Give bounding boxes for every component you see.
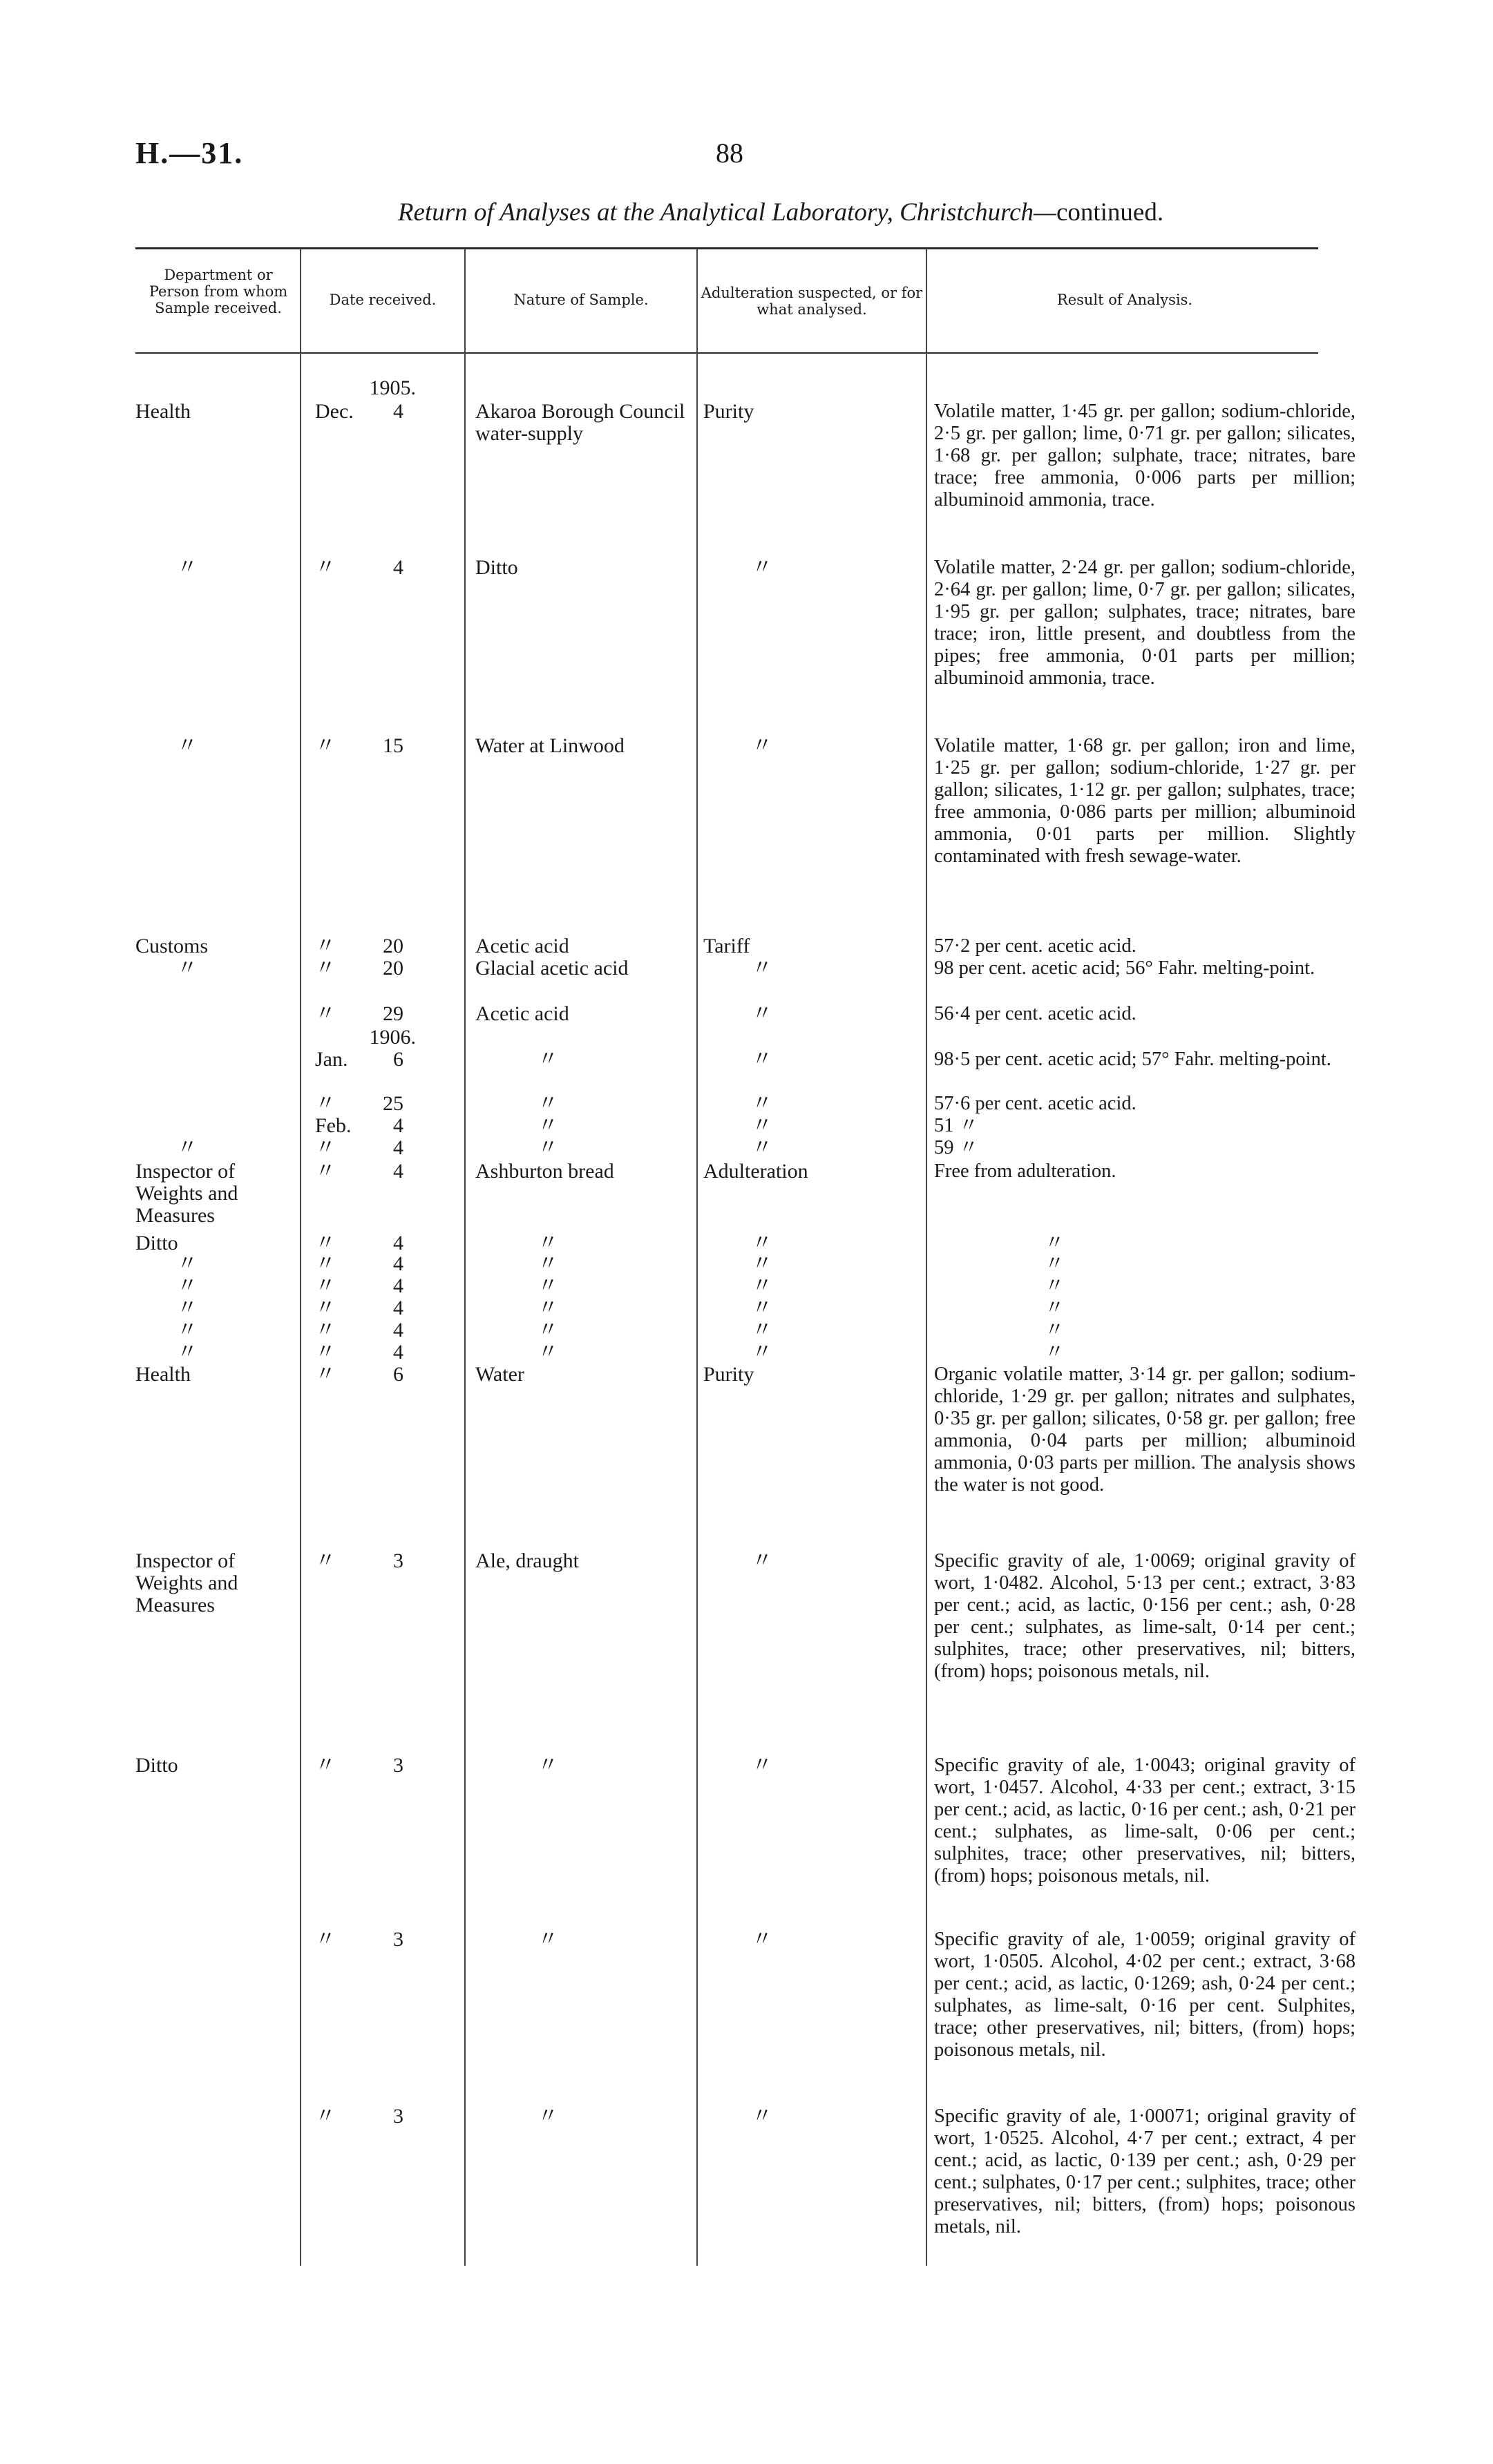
date-month: 〃: [315, 1160, 336, 1183]
department-cell: Customs: [135, 935, 209, 957]
date-month: 〃: [315, 1232, 336, 1254]
header-nature-of-sample: Nature of Sample.: [513, 292, 649, 308]
date-cell: [308, 1341, 460, 1364]
result-cell: 〃: [1045, 1319, 1065, 1341]
adulteration-cell: 〃: [752, 1114, 772, 1137]
date-cell: [308, 1253, 460, 1275]
result-cell: 57·2 per cent. acetic acid.: [934, 935, 1137, 957]
adulteration-cell: 〃: [752, 734, 772, 757]
date-day: 3: [393, 1754, 403, 1777]
page-title-suffix: continued.: [1056, 198, 1164, 227]
department-cell: 〃: [177, 1136, 198, 1159]
date-cell: [308, 1364, 460, 1386]
date-cell: [308, 1275, 460, 1297]
result-cell: 〃: [1045, 1341, 1065, 1363]
date-day: 20: [383, 957, 403, 980]
adulteration-cell: 〃: [752, 1549, 772, 1572]
date-day: 4: [393, 1341, 403, 1364]
department-cell: Ditto: [135, 1232, 178, 1254]
date-month: 〃: [315, 1274, 336, 1297]
department-cell: 〃: [177, 1274, 198, 1297]
department-cell: Inspector of Weights and Measures: [135, 1160, 238, 1227]
result-cell: Organic volatile matter, 3·14 gr. per gallon; sodium-chloride, 1·29 gr. per gallon; nitrates and sulphates, 0·35 gr. per gallon; silicates, 0·58 gr. per gallon; free ammonia, 0·04 parts per million; albuminoid ammonia, 0·03 parts per million. The analysis shows the water is not good.: [934, 1364, 1356, 1496]
adulteration-cell: 〃: [752, 1319, 772, 1341]
result-cell: Specific gravity of ale, 1·0043; original gravity of wort, 1·0457. Alcohol, 4·33 per cent.; extract, 3·15 per cent.; acid, as lactic, 0·16 per cent.; ash, 0·21 per cent.; sulphates, as lime-salt, 0·06 per cent.; sulphites, trace; other preservatives, nil; bitters, (from) hops; poisonous metals, nil.: [934, 1755, 1356, 1887]
nature-of-sample-cell: 〃: [538, 1319, 558, 1341]
date-day: 15: [383, 734, 403, 757]
result-cell: 57·6 per cent. acetic acid.: [934, 1093, 1137, 1114]
nature-of-sample-cell: 〃: [538, 1928, 558, 1951]
date-day: 6: [393, 1048, 403, 1071]
result-cell: Volatile matter, 1·68 gr. per gallon; iron and lime, 1·25 gr. per gallon; sodium-chloride, 1·27 gr. per gallon; silicates, 1·12 gr. per gallon; sulphates, trace; free ammonia, 0·086 parts per million; albuminoid ammonia, 0·01 parts per million. Slightly contaminated with fresh sewage-water.: [934, 735, 1356, 867]
date-cell: [308, 1049, 460, 1071]
date-day: 4: [393, 556, 403, 579]
date-month: 〃: [315, 1754, 336, 1777]
date-month: 〃: [315, 1363, 336, 1386]
date-cell: [308, 1137, 460, 1159]
nature-of-sample-cell: 〃: [538, 1297, 558, 1319]
date-day: 25: [383, 1092, 403, 1115]
result-cell: 98 per cent. acetic acid; 56° Fahr. melting-point.: [934, 957, 1315, 979]
nature-of-sample-cell: 〃: [538, 2105, 558, 2128]
date-month: 〃: [315, 1092, 336, 1115]
nature-of-sample-cell: Ditto: [475, 556, 518, 579]
date-cell: [308, 935, 460, 957]
department-cell: 〃: [177, 1297, 198, 1319]
date-day: 20: [383, 935, 403, 957]
department-cell: 〃: [177, 734, 198, 757]
result-cell: Free from adulteration.: [934, 1161, 1116, 1182]
date-day: 4: [393, 1274, 403, 1297]
result-cell: 〃: [1045, 1297, 1065, 1319]
adulteration-cell: 〃: [752, 1002, 772, 1025]
nature-of-sample-cell: 〃: [538, 1252, 558, 1275]
date-day: 4: [393, 1232, 403, 1254]
department-cell: 〃: [177, 957, 198, 980]
date-month: 〃: [315, 1297, 336, 1319]
adulteration-cell: 〃: [752, 1341, 772, 1364]
date-cell: [308, 1319, 460, 1341]
result-cell: 〃: [1045, 1253, 1065, 1274]
header-date-received: Date received.: [329, 292, 437, 308]
date-cell: [308, 557, 460, 579]
date-month: Jan.: [315, 1048, 348, 1071]
date-cell: [308, 1297, 460, 1319]
page-title-text: Return of Analyses at the Analytical Laboratory, Christchurch—: [397, 198, 1056, 227]
adulteration-cell: Tariff: [703, 935, 750, 957]
adulteration-cell: 〃: [752, 1928, 772, 1951]
adulteration-cell: 〃: [752, 1232, 772, 1254]
date-day: 29: [383, 1002, 403, 1025]
date-month: 〃: [315, 1252, 336, 1275]
date-month: 〃: [315, 1136, 336, 1159]
result-cell: Specific gravity of ale, 1·0069; original gravity of wort, 1·0482. Alcohol, 5·13 per cent.; extract, 3·83 per cent.; acid, as lactic, 0·156 per cent.; ash, 0·28 per cent.; sulphates, as lime-salt, 0·14 per cent.; sulphites, trace; other preservatives, nil; bitters, (from) hops; poisonous metals, nil.: [934, 1550, 1356, 1682]
nature-of-sample-cell: Water: [475, 1363, 524, 1386]
result-cell: 56·4 per cent. acetic acid.: [934, 1003, 1137, 1024]
date-day: 4: [393, 1114, 403, 1137]
date-cell: [308, 735, 460, 757]
date-month: Dec.: [315, 400, 354, 423]
table-top-rule: [135, 247, 1318, 249]
date-month: 〃: [315, 556, 336, 579]
date-day: 4: [393, 1319, 403, 1341]
nature-of-sample-cell: 〃: [538, 1092, 558, 1115]
result-cell: 〃: [1045, 1275, 1065, 1297]
adulteration-cell: 〃: [752, 1297, 772, 1319]
adulteration-cell: 〃: [752, 957, 772, 980]
adulteration-cell: 〃: [752, 1252, 772, 1275]
date-month: 〃: [315, 957, 336, 980]
nature-of-sample-cell: 〃: [538, 1341, 558, 1364]
date-cell: [308, 401, 460, 423]
page-title: [207, 198, 1354, 227]
date-day: 3: [393, 2105, 403, 2128]
header-adulteration: Adulteration suspected, or for what analysed.: [701, 285, 923, 318]
result-cell: Specific gravity of ale, 1·00071; original gravity of wort, 1·0525. Alcohol, 4·7 per cent.; extract, 4 per cent.; acid, as lactic, 0·139 per cent.; ash, 0·29 per cent.; sulphates, 0·17 per cent.; sulphites, trace; other preservatives, nil; bitters, (from) hops; poisonous metals, nil.: [934, 2105, 1356, 2237]
date-day: 4: [393, 1252, 403, 1275]
date-month: 〃: [315, 734, 336, 757]
date-month: 〃: [315, 1319, 336, 1341]
result-cell: 〃: [1045, 1232, 1065, 1254]
nature-of-sample-cell: Ale, draught: [475, 1549, 579, 1572]
date-cell: [308, 1115, 460, 1137]
nature-of-sample-cell: 〃: [538, 1048, 558, 1071]
date-cell: [308, 1161, 460, 1183]
nature-of-sample-cell: 〃: [538, 1136, 558, 1159]
nature-of-sample-cell: Ashburton bread: [475, 1160, 614, 1183]
department-cell: 〃: [177, 1319, 198, 1341]
department-cell: Ditto: [135, 1754, 178, 1777]
nature-of-sample-cell: Acetic acid: [475, 935, 569, 957]
page-reference: H.—31.: [135, 136, 244, 170]
date-cell: [308, 957, 460, 980]
header-department: Department or Person from whom Sample received.: [149, 267, 288, 316]
department-cell: Inspector of Weights and Measures: [135, 1549, 238, 1616]
adulteration-cell: 〃: [752, 1092, 772, 1115]
nature-of-sample-cell: 〃: [538, 1114, 558, 1137]
result-cell: 59 〃: [934, 1137, 979, 1158]
date-month: 〃: [315, 1341, 336, 1364]
nature-of-sample-cell: Acetic acid: [475, 1002, 569, 1025]
nature-of-sample-cell: Glacial acetic acid: [475, 957, 629, 980]
year-marker: 1906.: [369, 1026, 416, 1049]
result-cell: Specific gravity of ale, 1·0059; original gravity of wort, 1·0505. Alcohol, 4·02 per cent.; extract, 3·68 per cent.; acid, as lactic, 0·1269; ash, 0·24 per cent.; sulphates, as lime-salt, 0·16 per cent. Sulphites, trace; other preservatives, nil; bitters, (from) hops; poisonous metals, nil.: [934, 1929, 1356, 2061]
header-result: Result of Analysis.: [1056, 292, 1193, 308]
date-cell: [308, 1929, 460, 1951]
date-cell: [308, 1232, 460, 1254]
adulteration-cell: 〃: [752, 1136, 772, 1159]
date-day: 3: [393, 1928, 403, 1951]
department-cell: 〃: [177, 556, 198, 579]
department-cell: 〃: [177, 1341, 198, 1364]
adulteration-cell: 〃: [752, 1754, 772, 1777]
result-cell: 51 〃: [934, 1115, 979, 1136]
date-month: 〃: [315, 2105, 336, 2128]
date-cell: [308, 1755, 460, 1777]
adulteration-cell: 〃: [752, 1274, 772, 1297]
date-day: 3: [393, 1549, 403, 1572]
department-cell: Health: [135, 1363, 191, 1386]
date-cell: [308, 2105, 460, 2128]
date-day: 4: [393, 400, 403, 423]
date-month: 〃: [315, 935, 336, 957]
date-day: 6: [393, 1363, 403, 1386]
date-month: Feb.: [315, 1114, 352, 1137]
adulteration-cell: 〃: [752, 1048, 772, 1071]
date-day: 4: [393, 1136, 403, 1159]
department-cell: 〃: [177, 1252, 198, 1275]
date-month: 〃: [315, 1002, 336, 1025]
date-month: 〃: [315, 1928, 336, 1951]
date-cell: [308, 1093, 460, 1115]
adulteration-cell: Adulteration: [703, 1160, 808, 1183]
page-number: 88: [716, 137, 743, 169]
adulteration-cell: 〃: [752, 2105, 772, 2128]
year-marker: 1905.: [369, 376, 416, 399]
date-month: 〃: [315, 1549, 336, 1572]
date-day: 4: [393, 1297, 403, 1319]
nature-of-sample-cell: 〃: [538, 1232, 558, 1254]
column-divider: [464, 249, 466, 2266]
adulteration-cell: Purity: [703, 400, 754, 423]
adulteration-cell: Purity: [703, 1363, 754, 1386]
result-cell: 98·5 per cent. acetic acid; 57° Fahr. melting-point.: [934, 1049, 1331, 1070]
result-cell: Volatile matter, 2·24 gr. per gallon; sodium-chloride, 2·64 gr. per gallon; lime, 0·7 gr. per gallon; silicates, 1·95 gr. per gallon; sulphates, trace; nitrates, bare trace; iron, little present, and doubtless from the pipes; free ammonia, 0·01 parts per million; albuminoid ammonia, trace.: [934, 557, 1356, 689]
adulteration-cell: 〃: [752, 556, 772, 579]
department-cell: Health: [135, 400, 191, 423]
date-day: 4: [393, 1160, 403, 1183]
nature-of-sample-cell: 〃: [538, 1754, 558, 1777]
header-bottom-rule: [135, 352, 1318, 354]
date-cell: [308, 1003, 460, 1025]
nature-of-sample-cell: Water at Linwood: [475, 734, 625, 757]
nature-of-sample-cell: Akaroa Borough Council water-supply: [475, 400, 685, 445]
nature-of-sample-cell: 〃: [538, 1274, 558, 1297]
result-cell: Volatile matter, 1·45 gr. per gallon; sodium-chloride, 2·5 gr. per gallon; lime, 0·71 gr. per gallon; silicates, 1·68 gr. per gallon; sulphate, trace; nitrates, bare trace; free ammonia, 0·006 parts per million; albuminoid ammonia, trace.: [934, 401, 1356, 510]
date-cell: [308, 1550, 460, 1572]
